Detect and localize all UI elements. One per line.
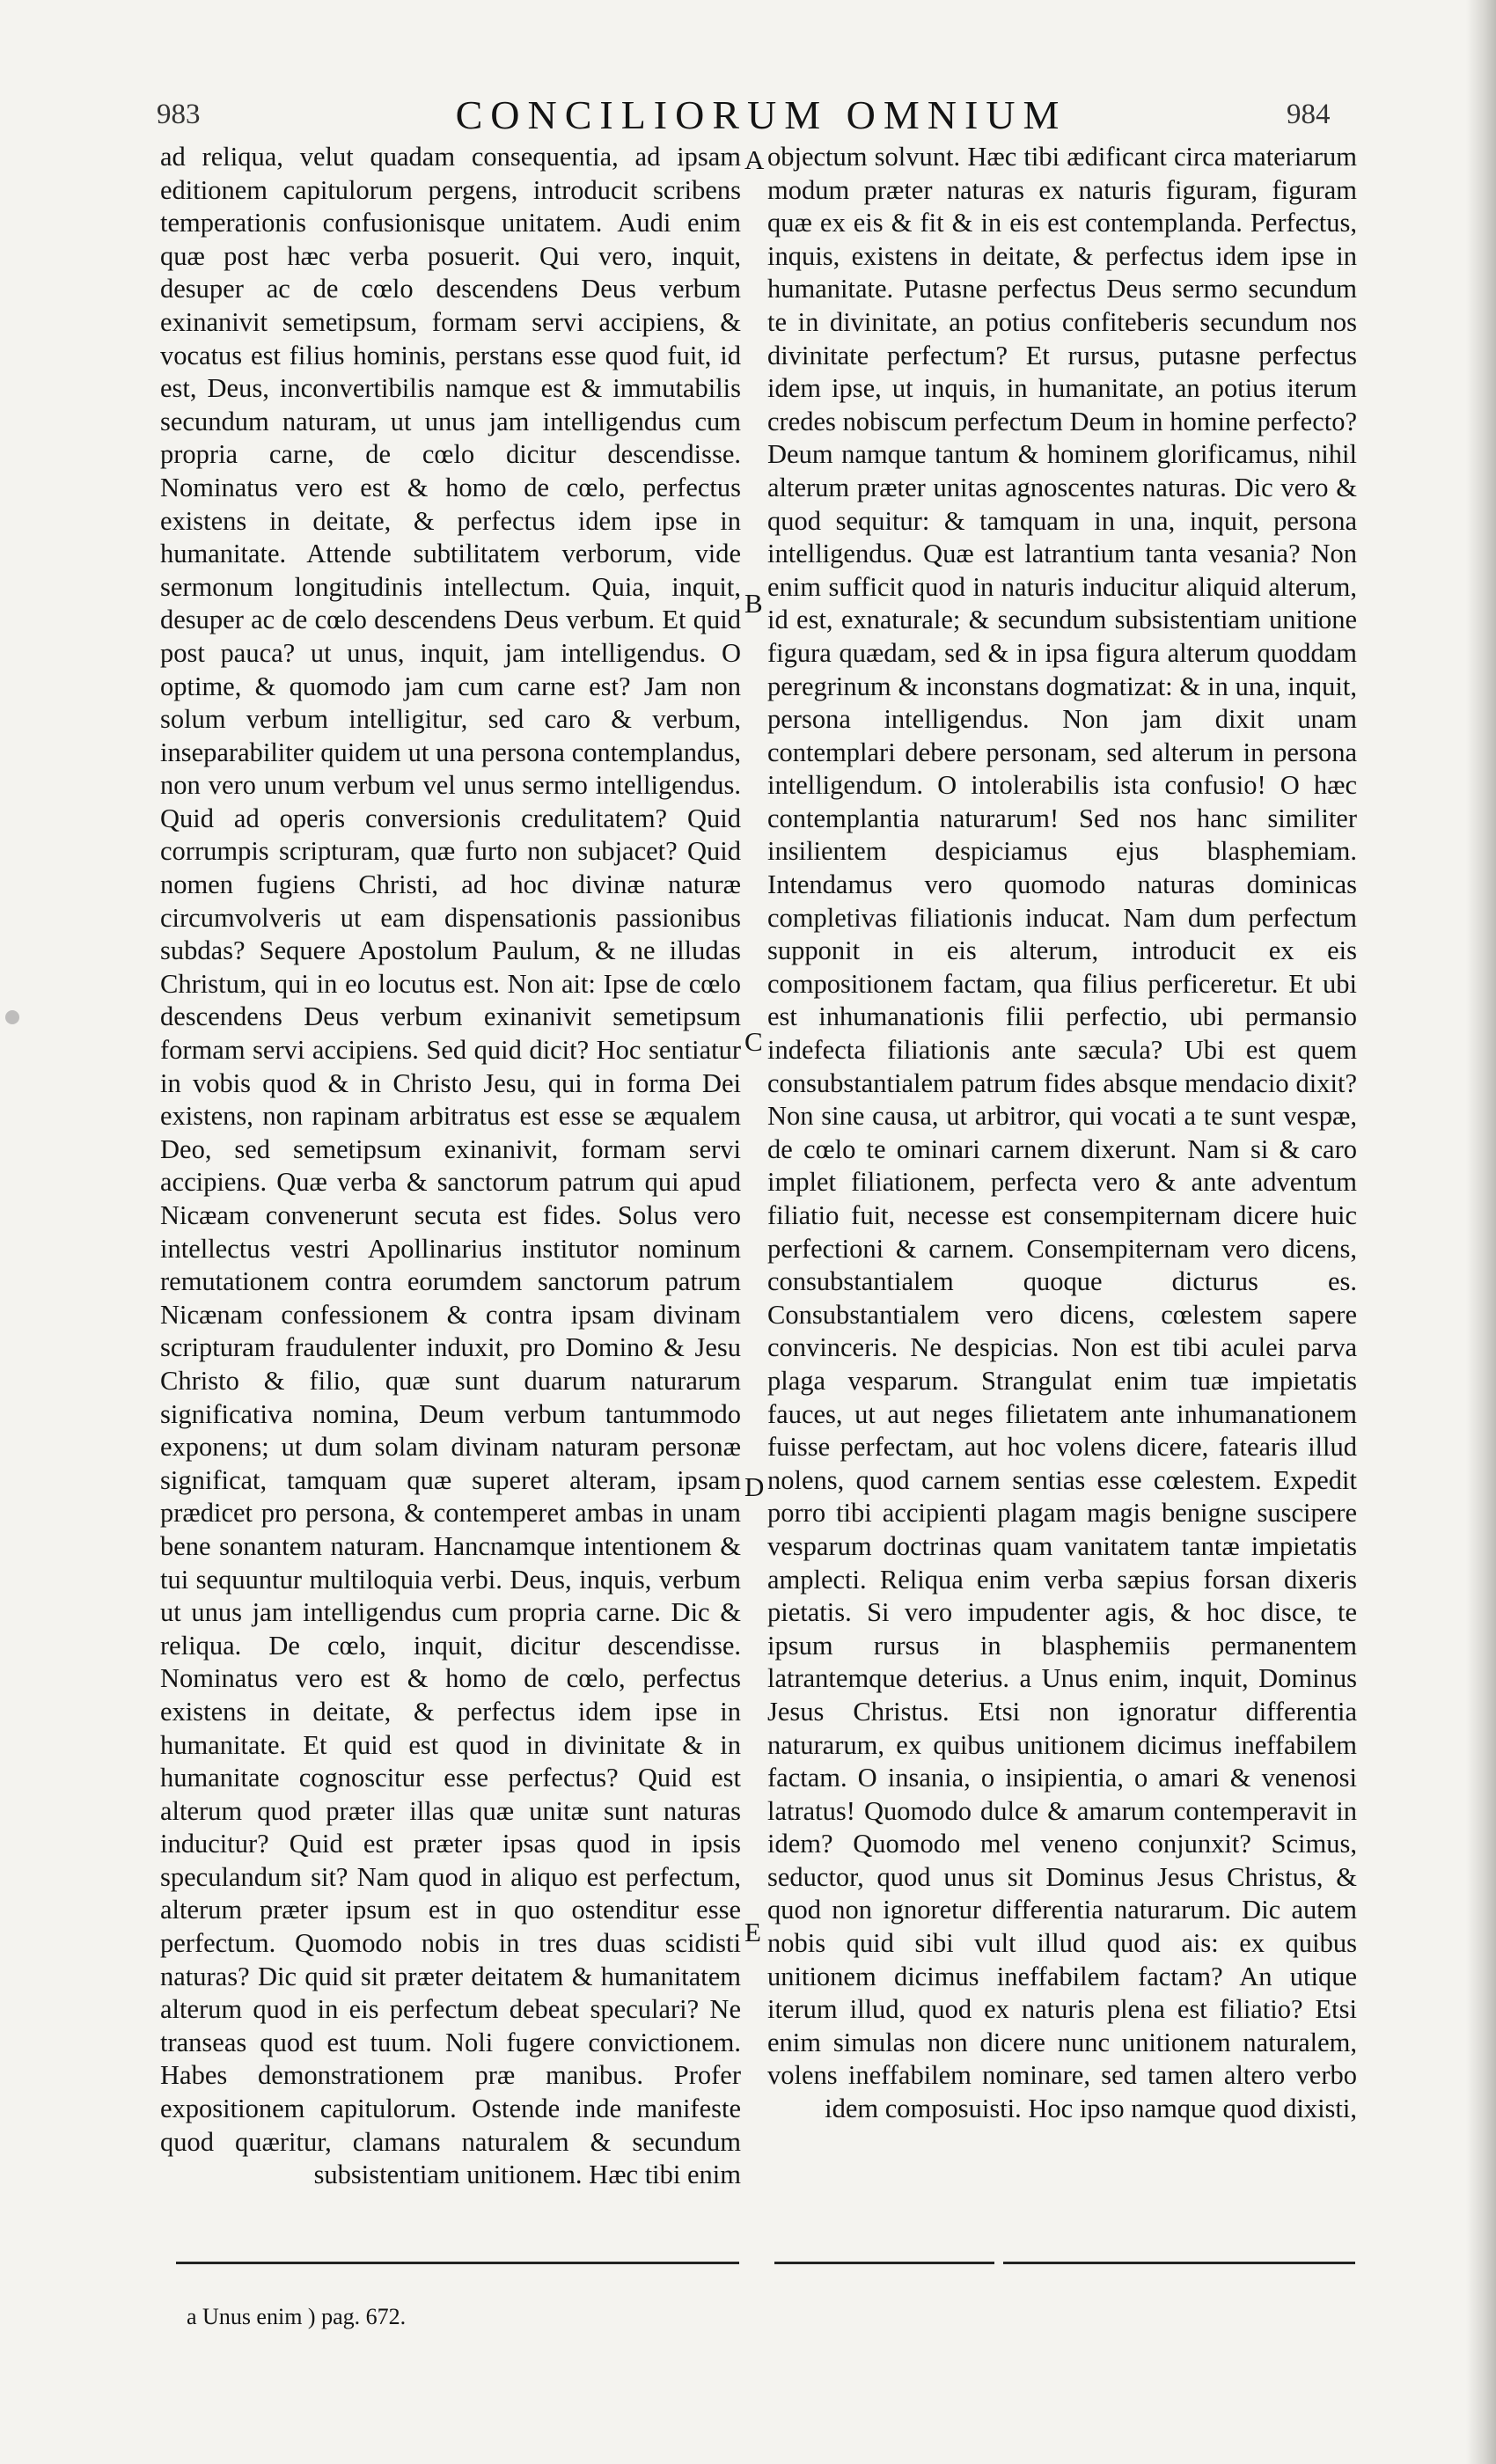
right-column bbox=[767, 141, 1357, 2126]
right-column-text: objectum solvunt. Hæc tibi ædificant circa materiarum modum præter naturas ex naturis figuram, figuram quæ ex eis & fit & in eis est contemplanda. Perfectus, inquis, existens in deitate, & perfectus idem ipse in humanitate. Putasne perfectus Deus sermo secundum te in divinitate, an potius confiteberis secundum nos divinitate perfectum? Et rursus, putasne perfectus idem ipse, ut inquis, in humanitate, an potius iterum credes nobiscum perfectum Deum in homine perfecto? Deum namque tantum & hominem glorificamus, nihil alterum præter unitas agnoscentes naturas. Dic vero & quod sequitur: & tamquam in una, inquit, persona intelligendus. Quæ est latrantium tanta vesania? Non enim sufficit quod in naturis inducitur aliquid alterum, id est, exnaturale; & secundum subsistentiam unitione figura quædam, sed & in ipsa figura alterum quoddam peregrinum & inconstans dogmatizat: & in una, inquit, persona intelligendus. Non jam dixit unam contemplari debere personam, sed alterum in persona intelligendum. O intolerabilis ista confusio! O hæc contemplantia naturarum! Sed nos hanc similiter insilientem despiciamus ejus blasphemiam. Intendamus vero quomodo naturas dominicas completivas filiationis inducat. Nam dum perfectum supponit in eis alterum, introducit ex eis compositionem factam, qua filius perficeretur. Et ubi est inhumanationis filii perfectio, ubi permansio indefecta filiationis ante sæcula? Ubi est quem consubstantialem patrum fides absque mendacio dixit? Non sine causa, ut arbitror, qui vocati a te sunt vespæ, de cœlo te ominari carnem dixerunt. Nam si & caro implet filiationem, perfecta vero & ante adventum filiatio fuit, necesse est consempiternam dicere huic perfectioni & carnem. Consempiternam vero dicens, consubstantialem quoque dicturus es. Consubstantialem vero dicens, cœlestem sapere convinceris. Ne despicias. Non est tibi aculei parva plaga vesparum. Strangulat enim tuæ impietatis fauces, ut aut neges filietatem ante inhumanationem fuisse perfectam, aut hoc volens dicere, fatearis illud nolens, quod carnem sentias esse cœlestem. Expedit porro tibi accipienti plagam magis benigne suscipere vesparum doctrinas quam vanitatem tantæ impietatis amplecti. Reliqua enim verba sæpius forsan dixeris pietatis. Si vero impudenter agis, & hoc disce, te ipsum rursus in blasphemiis permanentem latrantemque deterius. a Unus enim, inquit, Dominus Jesus Christus. Etsi non ignoratur differentia naturarum, ex quibus unitionem dicimus ineffabilem factam. O insania, o insipientia, o amari & venenosi latratus! Quomodo dulce & amarum contemperavit in idem? Quomodo mel veneno conjunxit? Scimus, seductor, quod unus sit Dominus Jesus Christus, & quod non ignoretur differentia naturarum. Dic autem nobis quid sibi vult illud quod ais: ex quibus unitionem dicimus ineffabilem factam? An utique iterum illud, quod ex naturis plena est filiatio? Etsi enim simulas non dicere nunc unitionem naturalem, volens ineffabilem nominare, sed tamen altero verbo idem composuisti. Hoc ipso namque quod dixisti, bbox=[767, 142, 1357, 2124]
page-edge-shadow bbox=[1466, 0, 1496, 2464]
left-column-text: ad reliqua, velut quadam consequentia, ad ipsam editionem capitulorum pergens, introducit scribens temperationis confusionisque unitatem. Audi enim quæ post hæc verba posuerit. Qui vero, inquit, desuper ac de cœlo descendens Deus verbum exinanivit semetipsum, formam servi accipiens, & vocatus est filius hominis, perstans esse quod fuit, id est, Deus, inconvertibilis namque est & immutabilis secundum naturam, ut unus jam intelligendus cum propria carne, de cœlo dicitur descendisse. Nominatus vero est & homo de cœlo, perfectus existens in deitate, & perfectus idem ipse in humanitate. Attende subtilitatem verborum, vide sermonum longitudinis intellectum. Quia, inquit, desuper ac de cœlo descendens Deus verbum. Et quid post pauca? ut unus, inquit, jam intelligendus. O optime, & quomodo jam cum carne est? Jam non solum verbum intelligitur, sed caro & verbum, inseparabiliter quidem ut una persona contemplandus, non vero unum verbum vel unus sermo intelligendus. Quid ad operis conversionis credulitatem? Quid corrumpis scripturam, quæ furto non subjacet? Quid nomen fugiens Christi, ad hoc divinæ naturæ circumvolveris ut eam dispensationis passionibus subdas? Sequere Apostolum Paulum, & ne illudas Christum, qui in eo locutus est. Non ait: Ipse de cœlo descendens Deus verbum exinanivit semetipsum formam servi accipiens. Sed quid dicit? Hoc sentiatur in vobis quod & in Christo Jesu, qui in forma Dei existens, non rapinam arbitratus est esse se æqualem Deo, sed semetipsum exinanivit, formam servi accipiens. Quæ verba & sanctorum patrum qui apud Nicæam convenerunt secuta est fides. Solus vero intellectus vestri Apollinarius institutor nominum remutationem contra eorumdem sanctorum patrum Nicænam confessionem & contra ipsam divinam scripturam fraudulenter induxit, pro Domino & Jesu Christo & filio, quæ sunt duarum naturarum significativa nomina, Deum verbum tantummodo exponens; ut dum solam divinam naturam personæ significat, tamquam quæ superet alteram, ipsam prædicet pro persona, & contemperet ambas in unam bene sonantem naturam. Hancnamque intentionem & tui sequuntur multiloquia verbi. Deus, inquis, verbum ut unus jam intelligendus cum propria carne. Dic & reliqua. De cœlo, inquit, dicitur descendisse. Nominatus vero est & homo de cœlo, perfectus existens in deitate, & perfectus idem ipse in humanitate. Et quid est quod in divinitate & in humanitate cognoscitur esse perfectus? Quid est alterum quod præter illas quæ unitæ sunt naturas inducitur? Quid est præter ipsas quod in ipsis speculandum sit? Nam quod in aliquo est perfectum, alterum præter ipsum est in quo ostenditur esse perfectum. Quomodo nobis in tres duas scidisti naturas? Dic quid sit præter deitatem & humanitatem alterum quod in eis perfectum debeat speculari? Ne transeas quod est tuum. Noli fugere convictionem. Habes demonstrationem præ manibus. Profer expositionem capitulorum. Ostende inde manifeste quod quæritur, clamans naturalem & secundum subsistentiam unitionem. Hæc tibi enim bbox=[160, 142, 741, 2190]
footnote-rule bbox=[1003, 2262, 1355, 2264]
margin-letter-a: A bbox=[744, 144, 765, 175]
running-head: CONCILIORUM OMNIUM bbox=[455, 92, 1067, 137]
margin-letter-d: D bbox=[744, 1471, 765, 1502]
page-number-right: 984 bbox=[1287, 99, 1331, 130]
page-number-left: 983 bbox=[157, 99, 201, 130]
footnote-rule bbox=[774, 2262, 994, 2264]
margin-letter-e: E bbox=[744, 1917, 761, 1947]
ink-blot bbox=[5, 1010, 19, 1024]
margin-letter-b: B bbox=[744, 588, 763, 619]
footnote: a Unus enim ) pag. 672. bbox=[187, 2304, 407, 2329]
margin-letter-c: C bbox=[744, 1026, 763, 1057]
footnote-rule bbox=[176, 2262, 739, 2264]
left-column bbox=[160, 141, 741, 2192]
